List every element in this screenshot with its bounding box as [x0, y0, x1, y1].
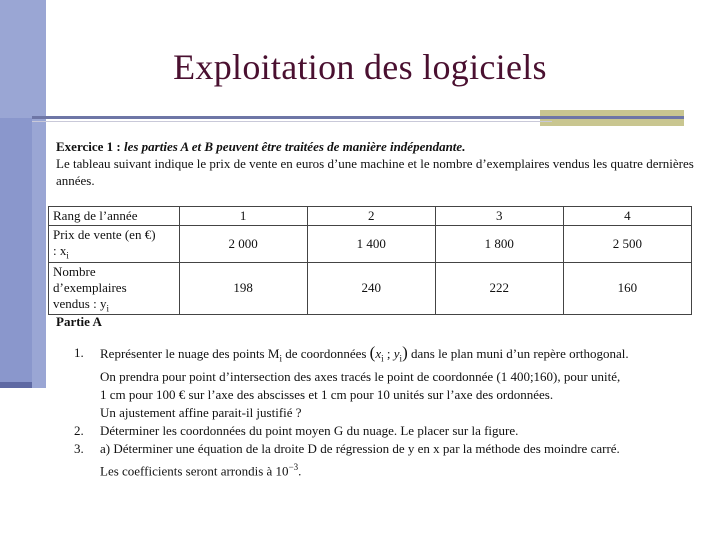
table-cell: 1 800: [435, 226, 563, 263]
item-continuation: 1 cm pour 100 € sur l’axe des abscisses et 1 cm pour 10 unités sur l’axe des ordonnées.: [100, 386, 554, 402]
qty-label-line1: Nombre: [53, 263, 96, 279]
item-text: a) Déterminer une équation de la droite D de régression de y en x par la méthode des moindre carré.: [100, 440, 620, 456]
exercise-heading: [56, 138, 696, 155]
coord-y: y: [393, 346, 400, 361]
partie-a-heading: Partie A: [56, 314, 102, 329]
header-divider: [32, 116, 684, 119]
paren-open: (: [369, 343, 376, 362]
list-item-number: 2.: [74, 422, 84, 438]
qty-label-line3: [53, 296, 175, 314]
table-cell: 2: [307, 207, 435, 226]
exercise-label: Exercice 1 :: [56, 139, 121, 154]
item-sub: i: [279, 353, 282, 364]
table-cell: 160: [563, 262, 691, 315]
item-text: Les coefficients seront arrondis à 10: [100, 462, 289, 478]
item-text: .: [298, 462, 302, 478]
table-cell: 1: [179, 207, 307, 226]
left-decor-bar-inner: [0, 118, 32, 388]
item-continuation: On prendra pour point d’intersection des axes tracés le point de coordonnée (1 400;160), pour unité,: [100, 368, 621, 384]
item-text: dans le plan muni d’un repère orthogonal.: [407, 346, 629, 361]
table-cell: 3: [435, 207, 563, 226]
item-text: Représenter le nuage des points M: [100, 346, 280, 361]
price-var: : x: [53, 243, 67, 258]
table-header-price: [49, 226, 180, 263]
coord-y-sub: i: [399, 353, 403, 364]
table-cell: 240: [307, 262, 435, 315]
partie-a-list: [74, 344, 694, 480]
slide-title: Exploitation des logiciels: [173, 47, 547, 87]
table-cell: 1 400: [307, 226, 435, 263]
list-item-number: 3.: [74, 440, 84, 456]
exercise-subtitle: les parties A et B peuvent être traitées de manière indépendante.: [123, 139, 466, 154]
table-cell: 2 000: [179, 226, 307, 263]
list-item: [74, 344, 694, 368]
list-item: [74, 422, 694, 440]
list-item-number: 1.: [74, 345, 84, 360]
coord-x-sub: i: [381, 353, 384, 364]
item-text: de coordonnées: [281, 346, 370, 361]
price-label-line1: Prix de vente (en €): [53, 227, 156, 242]
price-var-sub: i: [66, 250, 69, 261]
table-cell: 222: [435, 262, 563, 315]
table-header-rank: Rang de l’année: [49, 207, 180, 226]
item-continuation: [74, 458, 694, 480]
coord-sep: ;: [383, 346, 394, 361]
table-row-quantity: [49, 262, 692, 315]
qty-var-sub: i: [106, 303, 109, 314]
item-text: Déterminer les coordonnées du point moyen G du nuage. Le placer sur la figure.: [100, 422, 519, 438]
item-continuation: Un ajustement affine parait-il justifié ?: [100, 404, 302, 420]
table-row-rank: [49, 207, 692, 226]
table-cell: 4: [563, 207, 691, 226]
table-row-price: [49, 226, 692, 263]
table-header-quantity: [49, 262, 180, 315]
table-cell: 2 500: [563, 226, 691, 263]
table-cell: 198: [179, 262, 307, 315]
exercise-intro-text: Le tableau suivant indique le prix de vente en euros d’une machine et le nombre d’exemplaires vendus les quatre dernières années.: [56, 156, 694, 188]
header-divider-shadow: [32, 121, 552, 122]
qty-var: vendus : y: [53, 295, 107, 311]
list-item: [74, 440, 694, 458]
coord-x: x: [375, 346, 382, 361]
exercise-intro: [56, 138, 696, 189]
price-label-line2: [53, 243, 175, 261]
exponent: −3: [288, 461, 299, 472]
qty-label-line2: d’exemplaires: [53, 279, 127, 295]
data-table: [48, 206, 692, 315]
left-decor-bar-shadow: [0, 382, 32, 388]
paren-close: ): [402, 343, 408, 362]
